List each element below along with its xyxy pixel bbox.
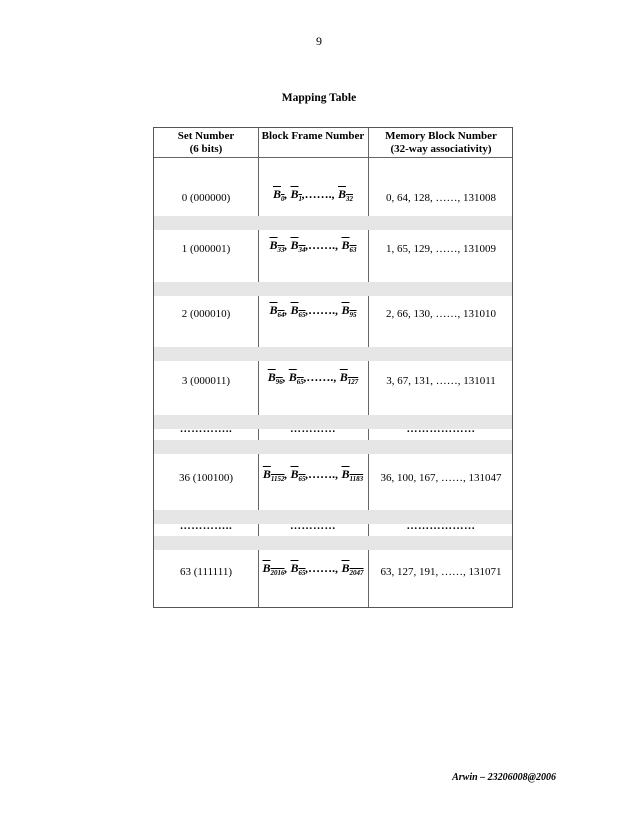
block-frame-cell: ………… xyxy=(290,520,336,532)
block-index: 1152 xyxy=(270,475,285,483)
block-frame-expression: $B_{1152}$, $B_{65},\dots\dots$., $B_{1183}$ xyxy=(262,467,364,483)
block-index: 65 xyxy=(296,378,304,386)
block-frame-term: $B_{1183}$ xyxy=(341,467,364,483)
block-frame-cell xyxy=(258,561,368,580)
header-line: Set Number xyxy=(177,130,235,142)
header-block-frame-number xyxy=(258,130,368,156)
block-frame-cell xyxy=(258,467,368,486)
memory-block-cell: 0, 64, 128, ……, 131008 xyxy=(386,192,496,204)
block-frame-term: $B_{64}$ xyxy=(269,303,285,319)
block-frame-term: $B_{127}$ xyxy=(339,370,359,386)
block-index: 2016 xyxy=(270,569,285,577)
set-number-cell: ………….. xyxy=(179,423,233,435)
memory-block-cell: 3, 67, 131, ……, 131011 xyxy=(386,375,496,387)
block-frame-cell xyxy=(258,187,368,206)
memory-block-cell: 36, 100, 167, ……, 131047 xyxy=(380,472,502,484)
header-line: Memory Block Number xyxy=(385,130,497,142)
block-frame-term: $B_{96}$ xyxy=(267,370,283,386)
block-index: 65 xyxy=(298,569,306,577)
block-index: 64 xyxy=(277,311,285,319)
block-index: 34 xyxy=(298,246,306,254)
block-index: 1 xyxy=(298,195,302,203)
block-index: 95 xyxy=(349,311,357,319)
block-frame-term: $B_{65}$ xyxy=(290,467,306,483)
block-index: 2047 xyxy=(349,569,364,577)
block-frame-cell: ………… xyxy=(290,423,336,435)
header-set-number xyxy=(154,130,258,156)
memory-block-cell: ……………… xyxy=(406,423,476,435)
block-frame-term: $B_{34}$ xyxy=(290,238,306,254)
block-frame-cell xyxy=(258,370,368,389)
set-number-cell: 1 (000001) xyxy=(181,243,231,255)
set-number-cell: 3 (000011) xyxy=(181,375,231,387)
memory-block-cell: ……………… xyxy=(406,520,476,532)
block-frame-term: $B_{63}$ xyxy=(341,238,357,254)
block-index: 65 xyxy=(298,475,306,483)
block-frame-expression: $B_{2016}$, $B_{65},\dots\dots$., $B_{2047}$ xyxy=(262,561,364,577)
block-index: 65 xyxy=(298,311,306,319)
row-separator xyxy=(154,440,512,454)
set-number-cell: 2 (000010) xyxy=(181,308,231,320)
set-number-cell: 63 (111111) xyxy=(179,566,233,578)
block-frame-expression: $B_{64}$, $B_{65},\dots\dots$., $B_{95}$ xyxy=(269,303,357,319)
row-separator xyxy=(154,347,512,361)
block-frame-term: $B_{33}$ xyxy=(269,238,285,254)
set-number-cell: 36 (100100) xyxy=(178,472,234,484)
block-frame-term: $B_{65}$ xyxy=(290,303,306,319)
block-index: 32 xyxy=(346,195,354,203)
row-separator xyxy=(154,216,512,230)
block-index: 96 xyxy=(275,378,283,386)
block-index: 63 xyxy=(349,246,357,254)
mapping-table xyxy=(153,127,513,608)
footer-signature: Arwin – 23206008@2006 xyxy=(452,772,556,783)
header-line: Block Frame Number xyxy=(261,130,365,142)
block-frame-term: $B_{1152}$ xyxy=(262,467,285,483)
block-frame-term: $B_{32}$ xyxy=(338,187,354,203)
block-frame-term: $B_{65}$ xyxy=(290,561,306,577)
block-frame-term: $B_{2047}$ xyxy=(341,561,364,577)
memory-block-cell: 1, 65, 129, ……, 131009 xyxy=(386,243,496,255)
block-frame-cell xyxy=(258,238,368,257)
set-number-cell: ………….. xyxy=(179,520,233,532)
header-line: (32-way associativity) xyxy=(390,143,492,155)
block-frame-term: $B_{95}$ xyxy=(341,303,357,319)
block-index: 127 xyxy=(347,378,359,386)
block-frame-expression: $B_{33}$, $B_{34},\dots\dots$., $B_{63}$ xyxy=(269,238,357,254)
block-index: 1183 xyxy=(349,475,364,483)
row-separator xyxy=(154,536,512,550)
block-frame-expression: $B_0$, $B_1,\dots\dots$., $B_{32}$ xyxy=(272,187,354,203)
set-number-cell: 0 (000000) xyxy=(181,192,231,204)
block-index: 33 xyxy=(277,246,285,254)
block-frame-term: $B_1$ xyxy=(290,187,302,203)
page-title: Mapping Table xyxy=(281,92,357,104)
header-divider xyxy=(154,157,512,158)
row-separator xyxy=(154,282,512,296)
block-frame-term: $B_{2016}$ xyxy=(262,561,285,577)
block-frame-cell xyxy=(258,303,368,322)
block-frame-term: $B_{65}$ xyxy=(288,370,304,386)
block-index: 0 xyxy=(280,195,285,203)
memory-block-cell: 2, 66, 130, ……, 131010 xyxy=(386,308,496,320)
block-frame-expression: $B_{96}$, $B_{65},\dots\dots$., $B_{127}$ xyxy=(267,370,359,386)
page-number: 9 xyxy=(316,34,322,48)
header-memory-block-number xyxy=(368,130,514,156)
header-line: (6 bits) xyxy=(189,143,223,155)
block-frame-term: $B_0$ xyxy=(272,187,285,203)
memory-block-cell: 63, 127, 191, ……, 131071 xyxy=(380,566,502,578)
